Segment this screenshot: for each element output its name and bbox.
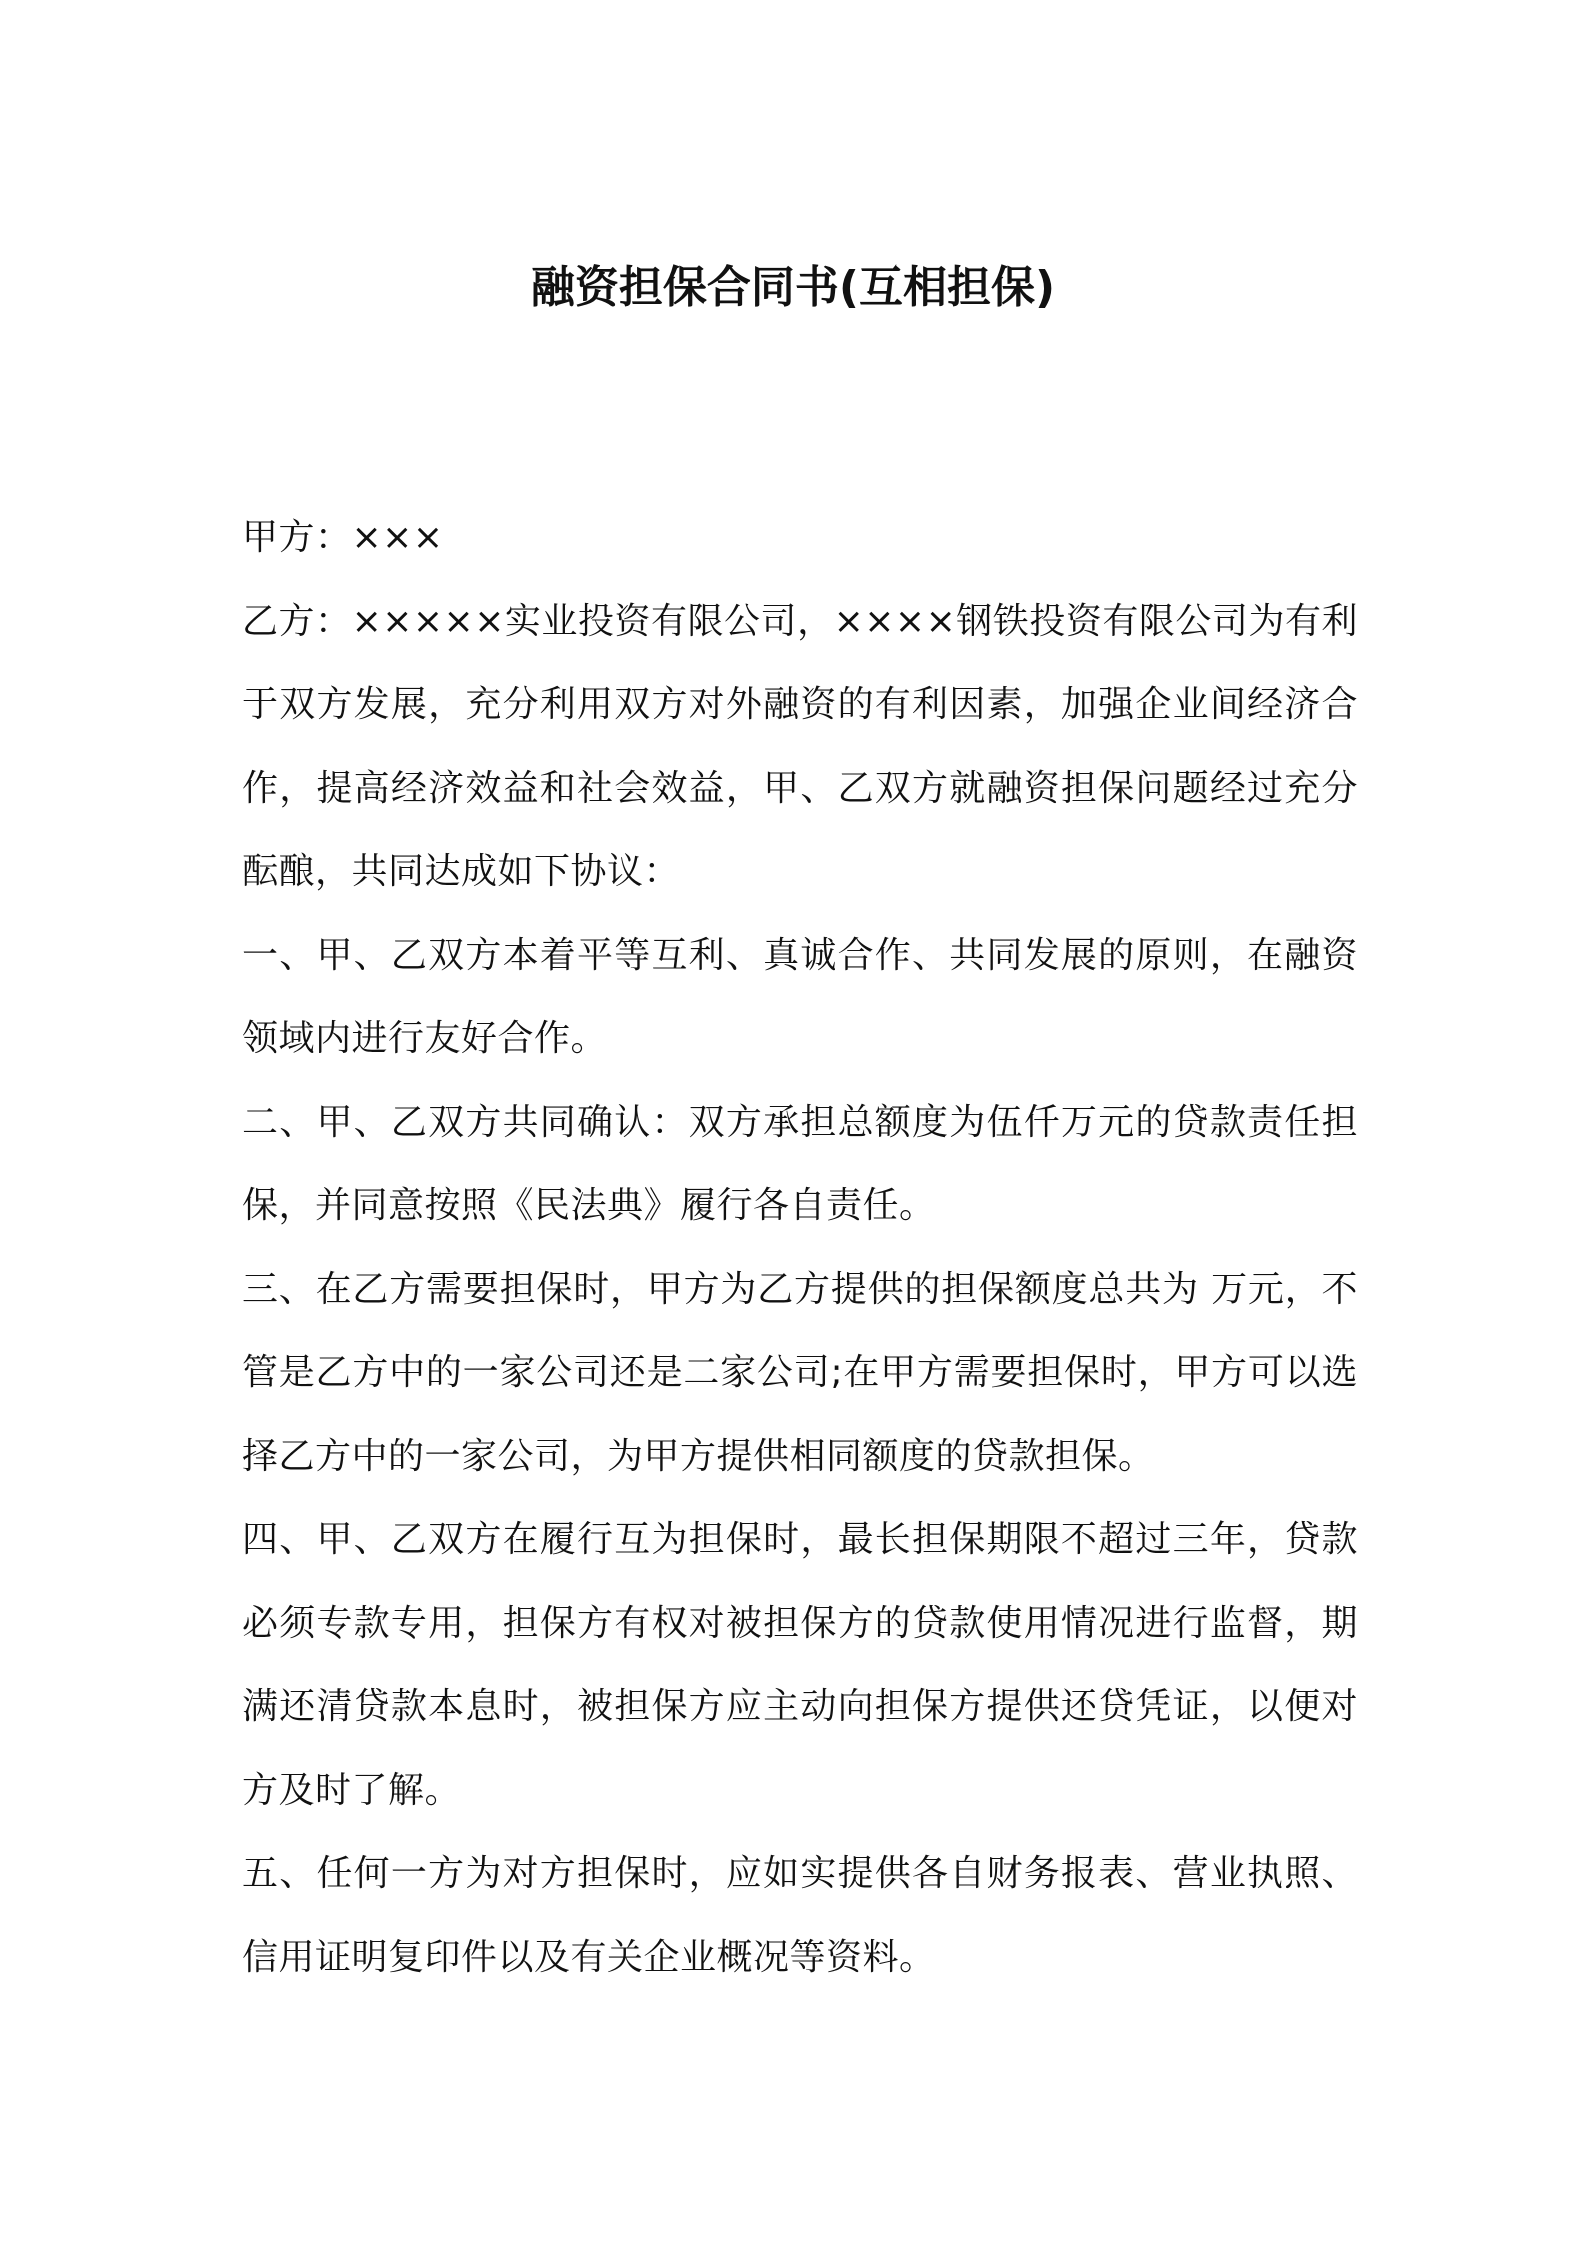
party-a-line: 甲方：×××: [242, 517, 444, 558]
clause-1: 一、甲、乙双方本着平等互利、真诚合作、共同发展的原则，在融资领域内进行友好合作。: [242, 934, 1358, 1059]
clause-5: 五、任何一方为对方担保时，应如实提供各自财务报表、营业执照、信用证明复印件以及有关企业概况等资料。: [242, 1853, 1358, 1978]
clause-2: 二、甲、乙双方共同确认：双方承担总额度为伍仟万元的贷款责任担保，并同意按照《民法典》履行各自责任。: [242, 1101, 1358, 1226]
party-b-preamble: 乙方：×××××实业投资有限公司，××××钢铁投资有限公司为有利于双方发展，充分利用双方对外融资的有利因素，加强企业间经济合作，提高经济效益和社会效益，甲、乙双方就融资担保问题经过充分酝酿，共同达成如下协议：: [242, 600, 1358, 892]
document-body: [242, 496, 1358, 1999]
clause-3: 三、在乙方需要担保时，甲方为乙方提供的担保额度总共为 万元，不管是乙方中的一家公司还是二家公司;在甲方需要担保时，甲方可以选择乙方中的一家公司，为甲方提供相同额度的贷款担保。: [242, 1268, 1358, 1477]
clause-4: 四、甲、乙双方在履行互为担保时，最长担保期限不超过三年，贷款必须专款专用，担保方有权对被担保方的贷款使用情况进行监督，期满还清贷款本息时，被担保方应主动向担保方提供还贷凭证，以便对方及时了解。: [242, 1519, 1358, 1811]
document-title: 融资担保合同书(互相担保): [530, 262, 1056, 313]
